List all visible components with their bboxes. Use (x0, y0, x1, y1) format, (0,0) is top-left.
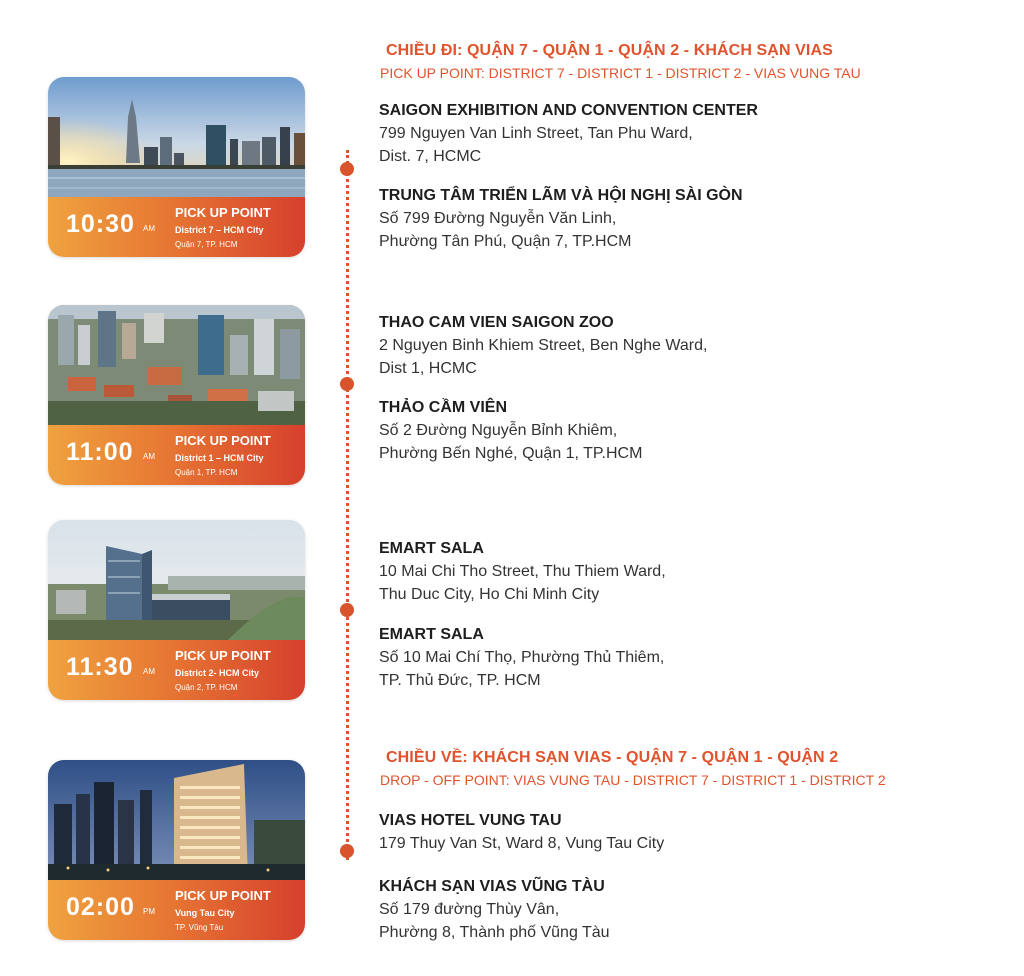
pickup-district-vn: TP. Vũng Tàu (175, 923, 224, 932)
stop-address-line: Số 2 Đường Nguyễn Bỉnh Khiêm, (379, 422, 618, 439)
stop-address-line: Số 10 Mai Chí Thọ, Phường Thủ Thiêm, (379, 649, 665, 666)
pickup-point-label: PICK UP POINT (175, 888, 271, 903)
pickup-district-vn: Quận 7, TP. HCM (175, 240, 238, 249)
stop-vung-tau-vn (379, 876, 610, 944)
timeline-dot (340, 162, 354, 176)
pickup-time: 10:30 (66, 210, 135, 238)
pickup-district-vn: Quận 1, TP. HCM (175, 468, 238, 477)
outbound-title-en: PICK UP POINT: DISTRICT 7 - DISTRICT 1 - DISTRICT 2 - VIAS VUNG TAU (380, 65, 861, 81)
stop-address-line: Số 179 đường Thùy Vân, (379, 901, 560, 918)
stop-address-line: TP. Thủ Đức, TP. HCM (379, 672, 541, 689)
stop-district-1-vn (379, 397, 642, 465)
stop-district-2-en (379, 538, 666, 606)
pickup-time: 02:00 (66, 893, 135, 921)
stop-address-line: 179 Thuy Van St, Ward 8, Vung Tau City (379, 835, 665, 852)
timeline-dot (340, 844, 354, 858)
pickup-card-vung-tau (48, 760, 305, 940)
pickup-district: Vung Tau City (175, 908, 235, 918)
pickup-district: District 2- HCM City (175, 668, 260, 678)
pickup-time-band (48, 880, 305, 940)
stop-name: SAIGON EXHIBITION AND CONVENTION CENTER (379, 102, 758, 119)
pickup-ampm: AM (143, 452, 155, 461)
pickup-card-district-1 (48, 305, 305, 485)
timeline-line (346, 150, 349, 860)
district-7-skyline-photo (48, 77, 305, 197)
return-title-en: DROP - OFF POINT: VIAS VUNG TAU - DISTRICT 7 - DISTRICT 1 - DISTRICT 2 (380, 772, 886, 788)
stop-address-line: Dist 1, HCMC (379, 360, 477, 377)
vias-hotel-night-photo (48, 760, 305, 880)
stop-name: TRUNG TÂM TRIỂN LÃM VÀ HỘI NGHỊ SÀI GÒN (379, 187, 743, 204)
stop-district-7-en (379, 100, 758, 168)
district-1-aerial-photo (48, 305, 305, 425)
stop-address-line: Phường 8, Thành phố Vũng Tàu (379, 924, 610, 941)
stop-name: VIAS HOTEL VUNG TAU (379, 812, 562, 829)
stop-name: THẢO CẦM VIÊN (379, 399, 507, 416)
outbound-heading (380, 42, 861, 81)
stop-district-2-vn (379, 624, 664, 692)
stop-address-line: Phường Tân Phú, Quận 7, TP.HCM (379, 233, 632, 250)
pickup-ampm: AM (143, 667, 155, 676)
pickup-time-band (48, 640, 305, 700)
pickup-district-vn: Quận 2, TP. HCM (175, 683, 238, 692)
pickup-point-label: PICK UP POINT (175, 205, 271, 220)
stop-address-line: 10 Mai Chi Tho Street, Thu Thiem Ward, (379, 563, 666, 580)
stop-name: EMART SALA (379, 626, 484, 643)
pickup-district: District 7 – HCM City (175, 225, 264, 235)
return-title-vn: CHIỀU VỀ: KHÁCH SẠN VIAS - QUẬN 7 - QUẬN 1 - QUẬN 2 (386, 749, 839, 766)
pickup-time-band (48, 197, 305, 257)
stop-address-line: Số 799 Đường Nguyễn Văn Linh, (379, 210, 617, 227)
pickup-district: District 1 – HCM City (175, 453, 264, 463)
pickup-ampm: AM (143, 224, 155, 233)
stop-district-1-en (379, 312, 707, 380)
timeline-dot (340, 377, 354, 391)
stop-address-line: 799 Nguyen Van Linh Street, Tan Phu Ward, (379, 125, 693, 142)
outbound-title-vn: CHIỀU ĐI: QUẬN 7 - QUẬN 1 - QUẬN 2 - KHÁCH SẠN VIAS (386, 42, 833, 59)
pickup-time: 11:30 (66, 653, 134, 681)
pickup-time-band (48, 425, 305, 485)
stop-address-line: 2 Nguyen Binh Khiem Street, Ben Nghe Ward, (379, 337, 708, 354)
stop-name: EMART SALA (379, 540, 484, 557)
stop-name: KHÁCH SẠN VIAS VŨNG TÀU (379, 878, 605, 895)
pickup-point-label: PICK UP POINT (175, 433, 271, 448)
stop-vung-tau-en (379, 810, 664, 855)
pickup-card-district-2 (48, 520, 305, 700)
timeline-dot (340, 603, 354, 617)
pickup-ampm: PM (143, 907, 155, 916)
emart-sala-photo (48, 520, 305, 640)
stop-address-line: Phường Bến Nghé, Quận 1, TP.HCM (379, 445, 643, 462)
stop-address-line: Thu Duc City, Ho Chi Minh City (379, 586, 600, 603)
pickup-point-label: PICK UP POINT (175, 648, 271, 663)
stop-address-line: Dist. 7, HCMC (379, 148, 482, 165)
return-heading (380, 749, 886, 788)
stop-name: THAO CAM VIEN SAIGON ZOO (379, 314, 614, 331)
pickup-card-district-7 (48, 77, 305, 257)
stop-district-7-vn (379, 185, 743, 253)
pickup-time: 11:00 (66, 438, 134, 466)
